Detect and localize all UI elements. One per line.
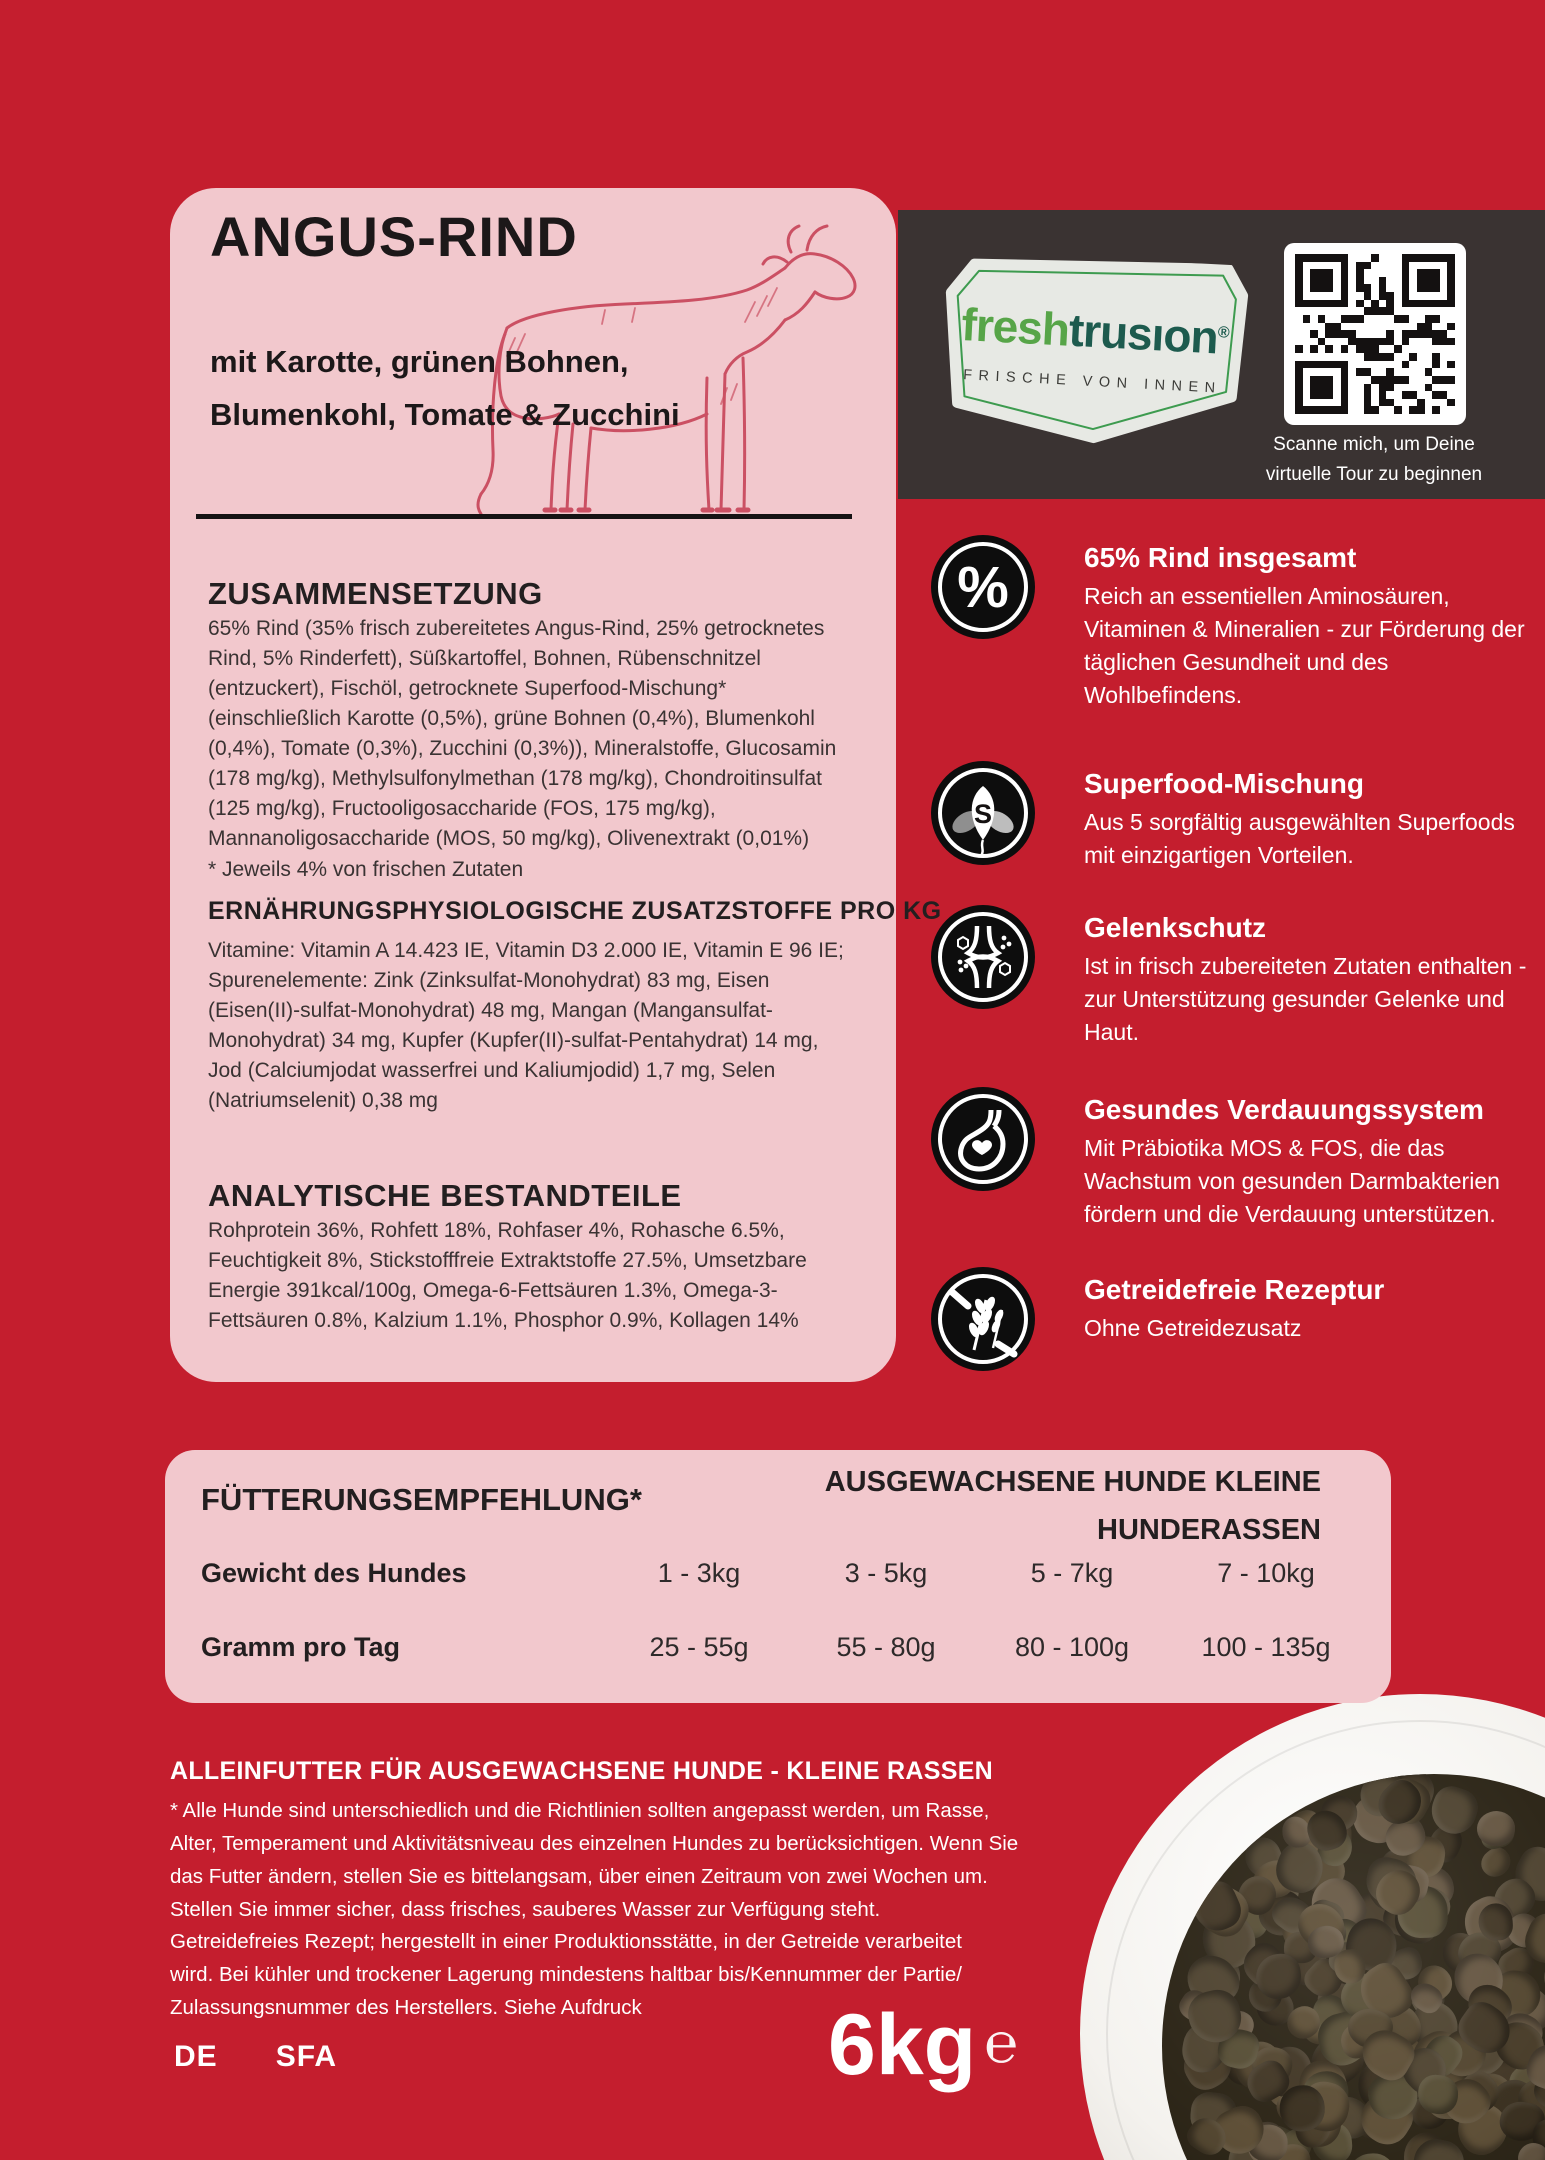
weight-range: 1 - 3kg [657,1558,741,1588]
complete-food-heading: ALLEINFUTTER FÜR AUSGEWACHSENE HUNDE - KLEINE RASSEN [170,1757,994,1785]
feeding-group-heading [825,1458,1321,1554]
additives-body: Vitamine: Vitamin A 14.423 IE, Vitamin D3 2.000 IE, Vitamin E 96 IE; Spurenelemente: Zink (Zinksulfat-Monohydrat) 83 mg, Eisen (Eisen(II)-sulfat-Monohydrat) 48 mg, Mangan (Mangansulfat-Monohydrat) 34 mg, Kupfer (Kupfer(II)-sulfat-Pentahydrat) 14 mg, Jod (Calciumjodat wasserfrei und Kaliumjodid) 1,7 mg, Selen (Natriumselenit) 0,38 mg [208,939,844,1112]
feature-body: Reich an essentiellen Aminosäuren, Vitaminen & Mineralien - zur Förderung der täglichen Gesundheit und des Wohlbefindens. [1084,583,1525,708]
estimated-sign-icon: ℮ [984,2011,1018,2074]
feature-body: Mit Präbiotika MOS & FOS, die das Wachstum von gesunden Darmbakterien fördern und die Verdauung unterstützen. [1084,1135,1500,1227]
qr-caption [1234,430,1514,490]
storage-note: Getreidefreies Rezept; hergestellt in einer Produktionsstätte, in der Getreide verarbeitet wird. Bei kühler und trockener Lagerung mindestens haltbar bis/Kennummer der Partie/ Zulassungsnummer des Herstellers. Siehe Aufdruck [170,1930,962,2019]
divider-line [196,514,852,519]
feature-body: Ist in frisch zubereiteten Zutaten enthalten - zur Unterstützung gesunder Gelenke und Haut. [1084,953,1527,1045]
feature-heading: Gesundes Verdauungssystem [1084,1094,1484,1125]
analytical-heading: ANALYTISCHE BESTANDTEILE [208,1178,682,1213]
product-title: ANGUS-RIND [210,205,578,268]
feeding-panel [165,1450,1391,1703]
composition-body: 65% Rind (35% frisch zubereitetes Angus-Rind, 25% getrocknetes Rind, 5% Rinderfett), Süßkartoffel, Bohnen, Rübenschnitzel (entzuckert), Fischöl, getrocknete Superfood-Mischung* (einschließlich Karotte (0,5%), grüne Bohnen (0,4%), Blumenkohl (0,4%), Tomate (0,3%), Zucchini (0,3%)), Mineralstoffe, Glucosamin (178 mg/kg), Methylsulfonylmethan (178 mg/kg), Chondroitinsulfat (125 mg/kg), Fructooligosaccharide (FOS, 175 mg/kg), Mannanoligosaccharide (MOS, 50 mg/kg), Olivenextrakt (0,01%) [208,617,837,850]
feature-body: Aus 5 sorgfältig ausgewählten Superfoods mit einzigartigen Vorteilen. [1084,809,1515,868]
qr-caption-line1: Scanne mich, um Deine [1273,434,1475,455]
feature-grain-free [930,1272,1530,1372]
feature-heading: Superfood-Mischung [1084,768,1364,799]
registered-mark-icon: ® [1217,324,1230,342]
feature-heading: 65% Rind insgesamt [1084,542,1357,573]
qr-code-modules [1295,254,1455,414]
weight-value: 6kg [828,1997,977,2093]
svg-text:%: % [957,555,1009,620]
grams-range: 55 - 80g [836,1632,936,1662]
feeding-row-label: Gramm pro Tag [201,1632,401,1662]
feeding-group-line1: AUSGEWACHSENE HUNDE KLEINE [824,1466,1321,1498]
feeding-group-line2: HUNDERASSEN [1097,1514,1321,1546]
subtitle-line1: mit Karotte, grünen Bohnen, [210,344,629,379]
feature-heading: Getreidefreie Rezeptur [1084,1274,1385,1305]
grams-range: 80 - 100g [1014,1632,1130,1662]
analytical-body: Rohprotein 36%, Rohfett 18%, Rohfaser 4%, Rohasche 6.5%, Feuchtigkeit 8%, Stickstofffreie Extraktstoffe 27.5%, Umsetzbare Energie 391kcal/100g, Omega-6-Fettsäuren 1.3%, Omega-3-Fettsäuren 0.8%, Kalzium 1.1%, Phosphor 0.9%, Kollagen 14% [208,1219,807,1332]
grams-range: 100 - 135g [1201,1632,1331,1662]
brand-tagline: FRISCHE VON INNEN [962,367,1222,397]
feature-body: Ohne Getreidezusatz [1084,1315,1302,1341]
qr-code [1284,243,1466,425]
additives-heading: ERNÄHRUNGSPHYSIOLOGISCHE ZUSATZSTOFFE PRO KG [208,897,942,925]
svg-text:S: S [973,799,993,829]
country-codes [174,2040,395,2074]
weight-range: 7 - 10kg [1217,1558,1315,1588]
kibble-bowl-photo [1080,1694,1545,2160]
subtitle-line2: Blumenkohl, Tomate & Zucchini [210,397,680,432]
feeding-row-label: Gewicht des Hundes [201,1558,467,1588]
code-sfa: SFA [275,2040,338,2073]
percent-icon [930,534,1036,640]
weight-range: 3 - 5kg [844,1558,928,1588]
composition-footnote: * Jeweils 4% von frischen Zutaten [208,858,524,881]
freshtrusion-badge [933,250,1254,452]
code-de: DE [174,2040,218,2073]
feeding-disclaimer: * Alle Hunde sind unterschiedlich und die Richtlinien sollten angepasst werden, um Rasse, Alter, Temperament und Aktivitätsniveau des einzelnen Hundes zu berücksichtigen. Wenn Sie das Futter ändern, stellen Sie es bittelangsam, über einen Zeitraum von zwei Wochen um. Stellen Sie immer sicher, dass frisches, sauberes Wasser zur Verfügung steht. [170,1799,1019,1921]
grams-range: 25 - 55g [649,1632,749,1662]
feature-joint-protection [930,910,1530,1049]
joint-icon [930,904,1036,1010]
feature-digestive-system [930,1092,1530,1231]
stomach-icon [930,1086,1036,1192]
grain-free-icon [930,1266,1036,1372]
feature-total-beef [930,540,1530,712]
qr-caption-line2: virtuelle Tour zu beginnen [1265,464,1483,485]
feature-superfood [930,766,1530,872]
superfood-leaf-icon [930,760,1036,866]
feeding-heading: FÜTTERUNGSEMPFEHLUNG* [201,1482,642,1517]
product-subtitle [210,335,680,441]
net-weight [828,1996,1018,2095]
brand-trusion: trusıon [1067,303,1220,364]
feature-heading: Gelenkschutz [1084,912,1267,943]
composition-heading: ZUSAMMENSETZUNG [208,576,543,611]
weight-range: 5 - 7kg [1030,1558,1114,1588]
brand-fresh: fresh [960,298,1071,356]
